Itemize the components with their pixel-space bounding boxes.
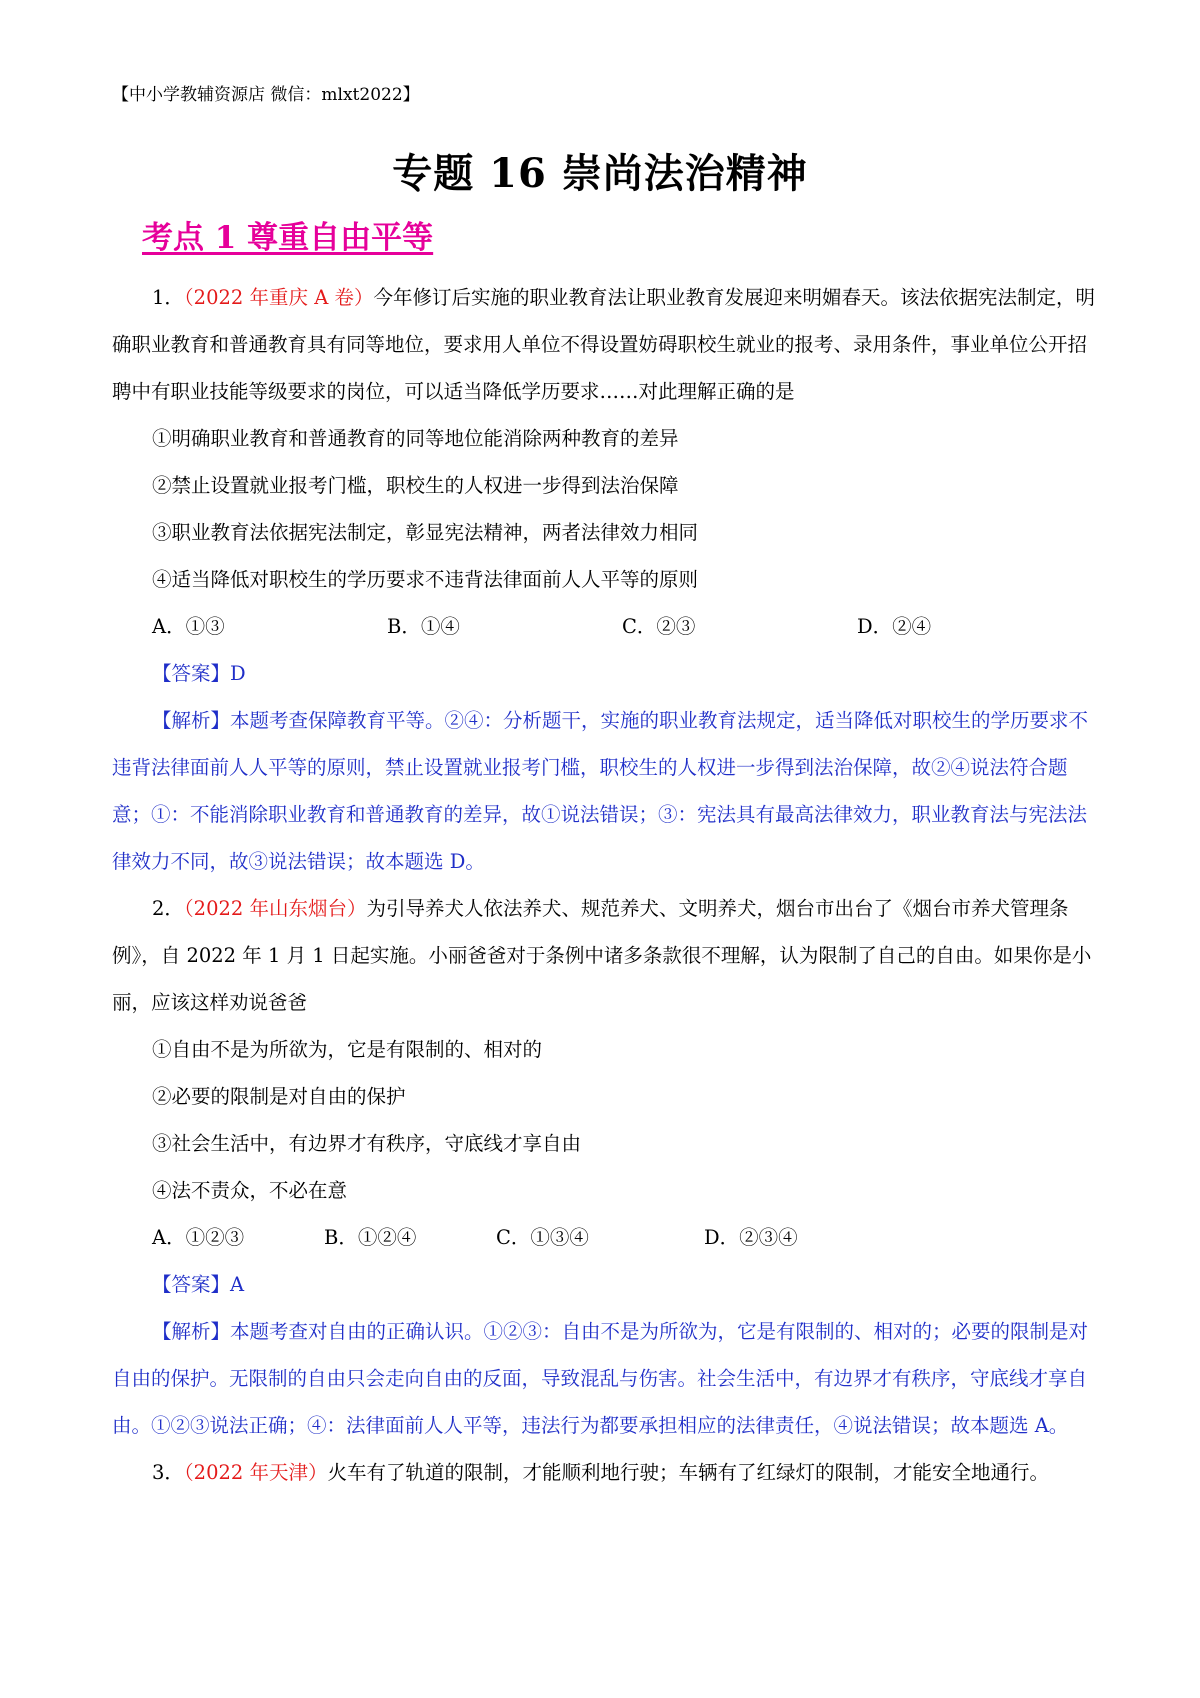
statement: ①自由不是为所欲为，它是有限制的、相对的	[152, 1038, 543, 1061]
statement: ①明确职业教育和普通教育的同等地位能消除两种教育的差异	[152, 427, 679, 450]
option-c: C．①③④	[496, 1226, 589, 1249]
question-stem	[112, 1449, 1100, 1496]
option-b: B．①②④	[324, 1226, 417, 1249]
question-number: 2．	[152, 897, 184, 920]
analysis	[112, 697, 1100, 885]
option-d: D．②③④	[704, 1226, 798, 1249]
question-1	[112, 274, 1100, 885]
statement: ②必要的限制是对自由的保护	[152, 1085, 406, 1108]
question-source: （2022 年天津）	[183, 1461, 328, 1484]
document-title: 专题 16 崇尚法治精神	[392, 150, 808, 197]
statement: ②禁止设置就业报考门槛，职校生的人权进一步得到法治保障	[152, 474, 679, 497]
statement: ③职业教育法依据宪法制定，彰显宪法精神，两者法律效力相同	[152, 521, 699, 544]
question-source: （2022 年重庆 A 卷）	[183, 286, 374, 309]
option-d: D．②④	[857, 615, 932, 638]
question-stem	[112, 885, 1100, 1026]
statement: ④法不责众，不必在意	[152, 1179, 348, 1202]
question-text: 今年修订后实施的职业教育法让职业教育发展迎来明媚春天。该法依据宪法制定，明确职业教育和普通教育具有同等地位，要求用人单位不得设置妨碍职校生就业的报考、录用条件，事业单位公开招聘中有职业技能等级要求的岗位，可以适当降低学历要求……对此理解正确的是	[112, 286, 1095, 403]
options-row	[112, 603, 1100, 650]
statement: ③社会生活中，有边界才有秩序，守底线才享自由	[152, 1132, 582, 1155]
analysis	[112, 1308, 1100, 1449]
question-stem	[112, 274, 1100, 415]
header-note: 【中小学教辅资源店 微信：mlxt2022】	[112, 85, 420, 105]
answer-value: A	[230, 1273, 245, 1296]
answer	[112, 650, 1100, 697]
document-content	[112, 274, 1100, 1496]
statement: ④适当降低对职校生的学历要求不违背法律面前人人平等的原则	[152, 568, 699, 591]
option-b: B．①④	[387, 615, 460, 638]
option-a: A．①③	[152, 615, 225, 638]
analysis-label: 【解析】	[152, 709, 231, 732]
question-2	[112, 885, 1100, 1449]
answer-label: 【答案】	[152, 1273, 231, 1296]
option-a: A．①②③	[152, 1226, 245, 1249]
options-row	[112, 1214, 1100, 1261]
answer-label: 【答案】	[152, 662, 231, 685]
answer	[112, 1261, 1100, 1308]
analysis-text: 本题考查保障教育平等。②④：分析题干，实施的职业教育法规定，适当降低对职校生的学历要求不违背法律面前人人平等的原则，禁止设置就业报考门槛，职校生的人权进一步得到法治保障，故②④说法符合题意；①：不能消除职业教育和普通教育的差异，故①说法错误；③：宪法具有最高法律效力，职业教育法与宪法法律效力不同，故③说法错误；故本题选 D。	[112, 709, 1089, 873]
question-number: 3．	[152, 1461, 184, 1484]
option-c: C．②③	[622, 615, 696, 638]
question-source: （2022 年山东烟台）	[183, 897, 367, 920]
question-number: 1．	[152, 286, 184, 309]
analysis-text: 本题考查对自由的正确认识。①②③：自由不是为所欲为，它是有限制的、相对的；必要的限制是对自由的保护。无限制的自由只会走向自由的反面，导致混乱与伤害。社会生活中，有边界才有秩序，守底线才享自由。①②③说法正确；④：法律面前人人平等，违法行为都要承担相应的法律责任，④说法错误；故本题选 A。	[112, 1320, 1089, 1437]
question-text: 火车有了轨道的限制，才能顺利地行驶；车辆有了红绿灯的限制，才能安全地通行。	[327, 1461, 1050, 1484]
question-3	[112, 1449, 1100, 1496]
answer-value: D	[230, 662, 246, 685]
analysis-label: 【解析】	[152, 1320, 231, 1343]
question-text: 为引导养犬人依法养犬、规范养犬、文明养犬，烟台市出台了《烟台市养犬管理条例》，自 2022 年 1 月 1 日起实施。小丽爸爸对于条例中诸多条款很不理解，认为限制了自己的自由。如果你是小丽，应该这样劝说爸爸	[112, 897, 1092, 1014]
section-title: 考点 1 尊重自由平等	[142, 220, 434, 256]
